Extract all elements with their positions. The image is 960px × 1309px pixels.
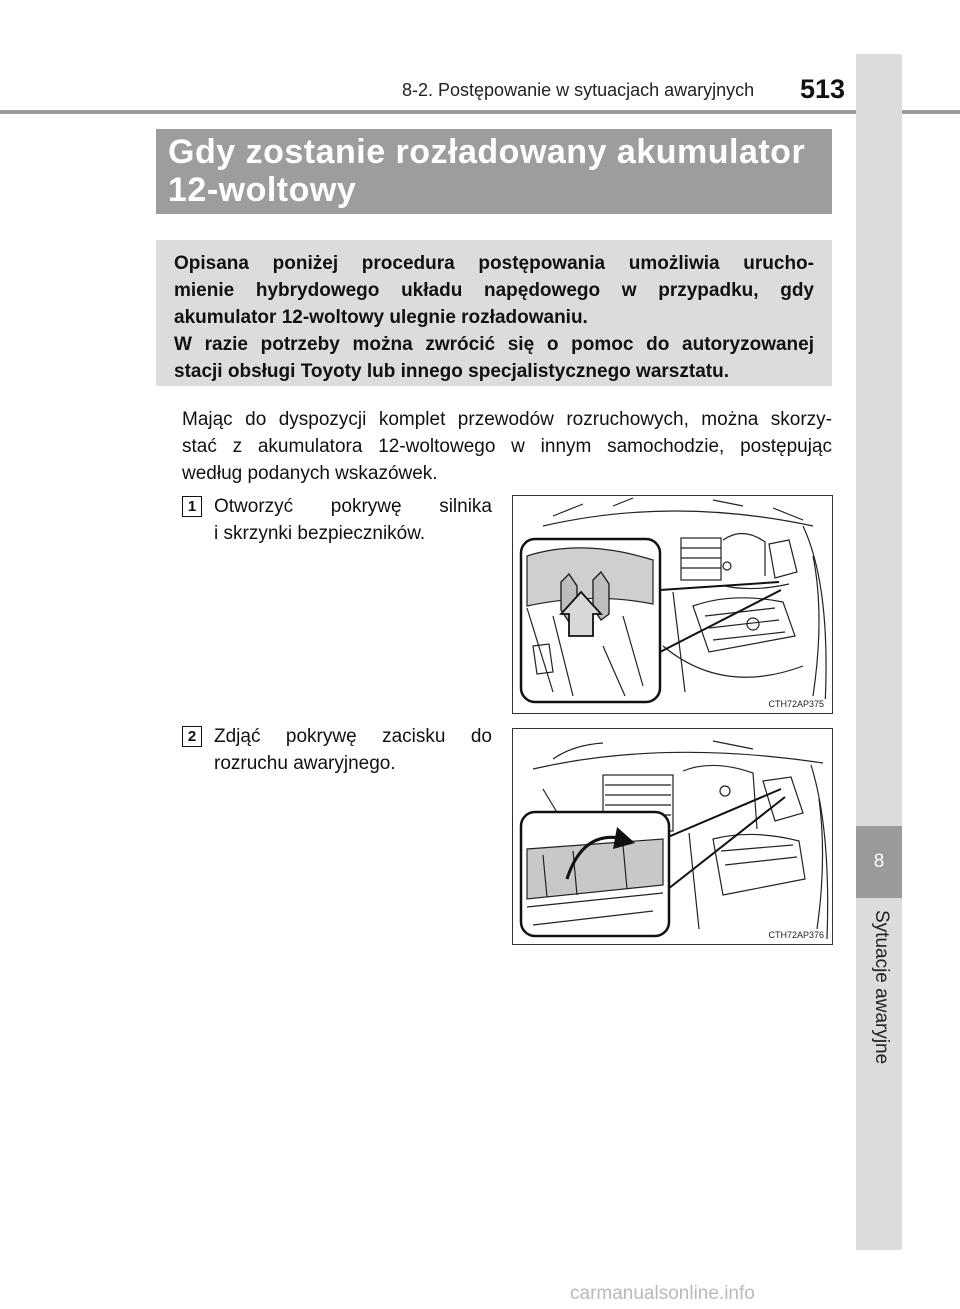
section-title-line-1: Gdy zostanie rozładowany akumulator bbox=[168, 133, 806, 171]
intro-line: stacji obsługi Toyoty lub innego specjalistycznego warsztatu. bbox=[174, 361, 729, 382]
step-number-badge: 2 bbox=[182, 726, 202, 747]
figure-code: CTH72AP375 bbox=[768, 699, 824, 709]
chapter-label: Sytuacje awaryjne bbox=[871, 910, 892, 1065]
step-line: rozruchu awaryjnego. bbox=[214, 753, 396, 774]
header-divider bbox=[0, 110, 960, 114]
section-title-line-2: 12-woltowy bbox=[168, 171, 357, 209]
figure-code: CTH72AP376 bbox=[768, 930, 824, 940]
engine-bay-illustration-2 bbox=[512, 728, 833, 945]
chapter-number: 8 bbox=[856, 826, 902, 898]
step-text bbox=[214, 493, 492, 547]
page-number: 513 bbox=[800, 74, 846, 104]
step-text bbox=[214, 723, 492, 777]
intro-line: W razie potrzeby można zwrócić się o pomoc do autoryzowanej bbox=[174, 334, 814, 355]
intro-line: Opisana poniżej procedura postępowania umożliwia urucho- bbox=[174, 253, 814, 274]
body-paragraph bbox=[182, 406, 832, 487]
body-line: stać z akumulatora 12-woltowego w innym samochodzie, postępując bbox=[182, 436, 832, 457]
intro-line: akumulator 12-woltowy ulegnie rozładowaniu. bbox=[174, 307, 588, 328]
step-line: i skrzynki bezpieczników. bbox=[214, 523, 426, 544]
intro-line: mienie hybrydowego układu napędowego w przypadku, gdy bbox=[174, 280, 814, 301]
step-number-badge: 1 bbox=[182, 496, 202, 517]
watermark: carmanualsonline.info bbox=[570, 1283, 755, 1304]
step-line: Otworzyć pokrywę silnika bbox=[214, 496, 492, 517]
body-line: Mając do dyspozycji komplet przewodów rozruchowych, można skorzy- bbox=[182, 409, 832, 430]
section-header: 8-2. Postępowanie w sytuacjach awaryjnych bbox=[402, 80, 755, 100]
intro-box bbox=[156, 240, 832, 386]
step-line: Zdjąć pokrywę zacisku do bbox=[214, 726, 492, 747]
engine-illustration-1-drawing bbox=[513, 496, 833, 714]
engine-bay-illustration-1 bbox=[512, 495, 833, 714]
section-title-box bbox=[156, 129, 832, 214]
engine-illustration-2-drawing bbox=[513, 729, 833, 945]
body-line: według podanych wskazówek. bbox=[182, 463, 438, 484]
